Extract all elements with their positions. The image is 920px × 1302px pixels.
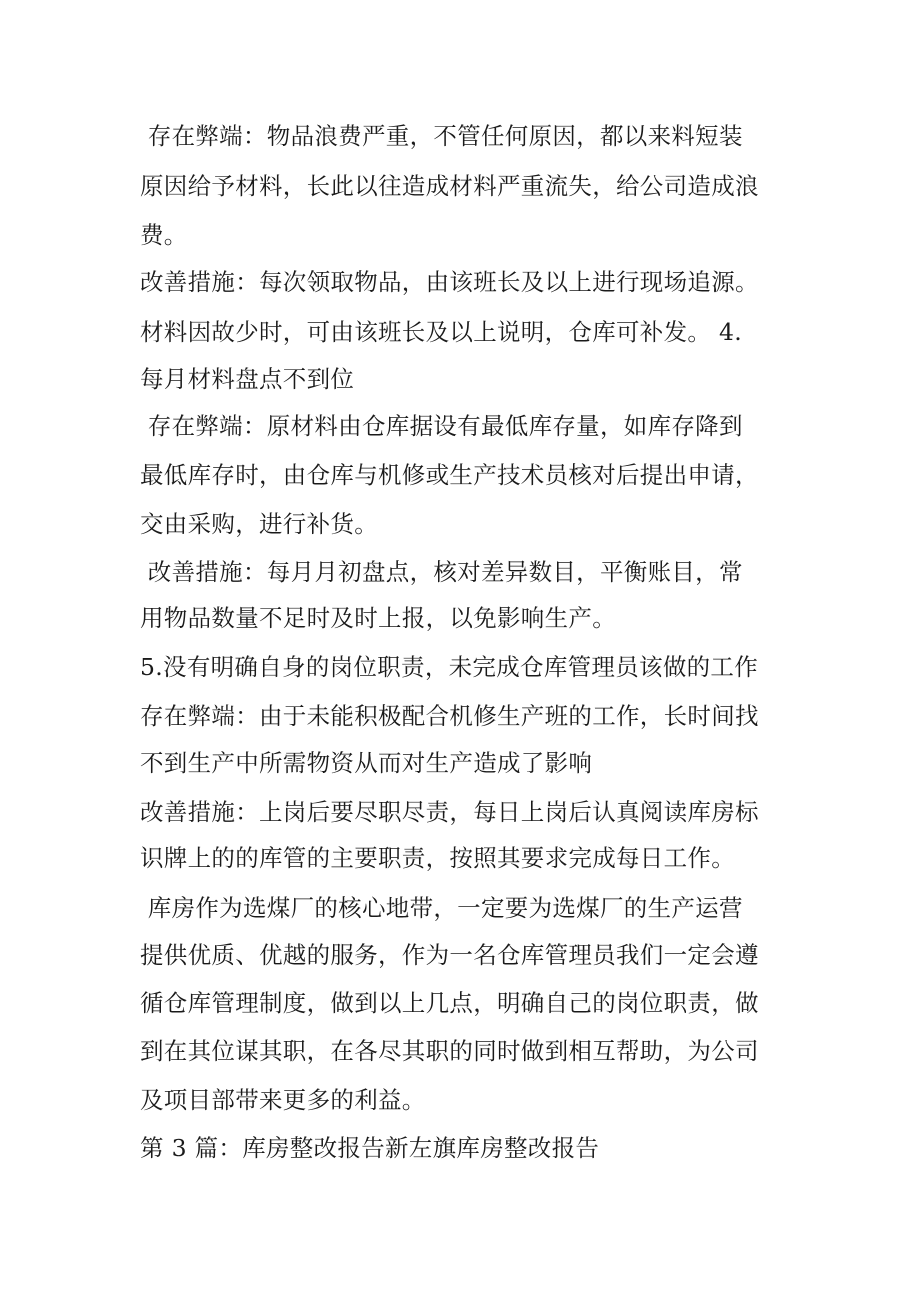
text-line: 费。 (140, 221, 188, 249)
text-line: 存在弊端：原材料由仓库据设有最低库存量，如库存降到 (140, 412, 743, 440)
section-heading: 第 3 篇：库房整改报告新左旗库房整改报告 (140, 1134, 600, 1162)
text-line: 存在弊端：由于未能积极配合机修生产班的工作，长时间找 (140, 702, 759, 730)
text-line: 识牌上的的库管的主要职责，按照其要求完成每日工作。 (140, 844, 735, 872)
text-line: 到在其位谋其职，在各尽其职的同时做到相互帮助，为公司 (140, 1037, 759, 1065)
text-line: 改善措施：每次领取物品，由该班长及以上进行现场追源。 (140, 268, 759, 296)
text-line: 最低库存时，由仓库与机修或生产技术员核对后提出申请， (140, 461, 759, 489)
text-line: 材料因故少时，可由该班长及以上说明，仓库可补发。 4. (140, 318, 742, 346)
text-line: 及项目部带来更多的利益。 (140, 1086, 426, 1114)
text-line: 库房作为选煤厂的核心地带，一定要为选煤厂的生产运营 (140, 894, 743, 922)
text-line: 改善措施：上岗后要尽职尽责，每日上岗后认真阅读库房标 (140, 798, 759, 826)
text-line: 用物品数量不足时及时上报，以免影响生产。 (140, 604, 616, 632)
text-line: 存在弊端：物品浪费严重，不管任何原因，都以来料短装 (140, 122, 743, 150)
text-line: 改善措施：每月月初盘点，核对差异数目，平衡账目，常 (140, 558, 743, 586)
text-line: 每月材料盘点不到位 (140, 365, 355, 393)
text-line: 交由采购，进行补货。 (140, 510, 378, 538)
text-line: 5.没有明确自身的岗位职责，未完成仓库管理员该做的工作 (140, 653, 759, 681)
text-line: 不到生产中所需物资从而对生产造成了影响 (140, 749, 593, 777)
text-line: 循仓库管理制度，做到以上几点，明确自己的岗位职责，做 (140, 989, 759, 1017)
text-line: 提供优质、优越的服务，作为一名仓库管理员我们一定会遵 (140, 941, 759, 969)
text-line: 原因给予材料，长此以往造成材料严重流失，给公司造成浪 (140, 172, 759, 200)
